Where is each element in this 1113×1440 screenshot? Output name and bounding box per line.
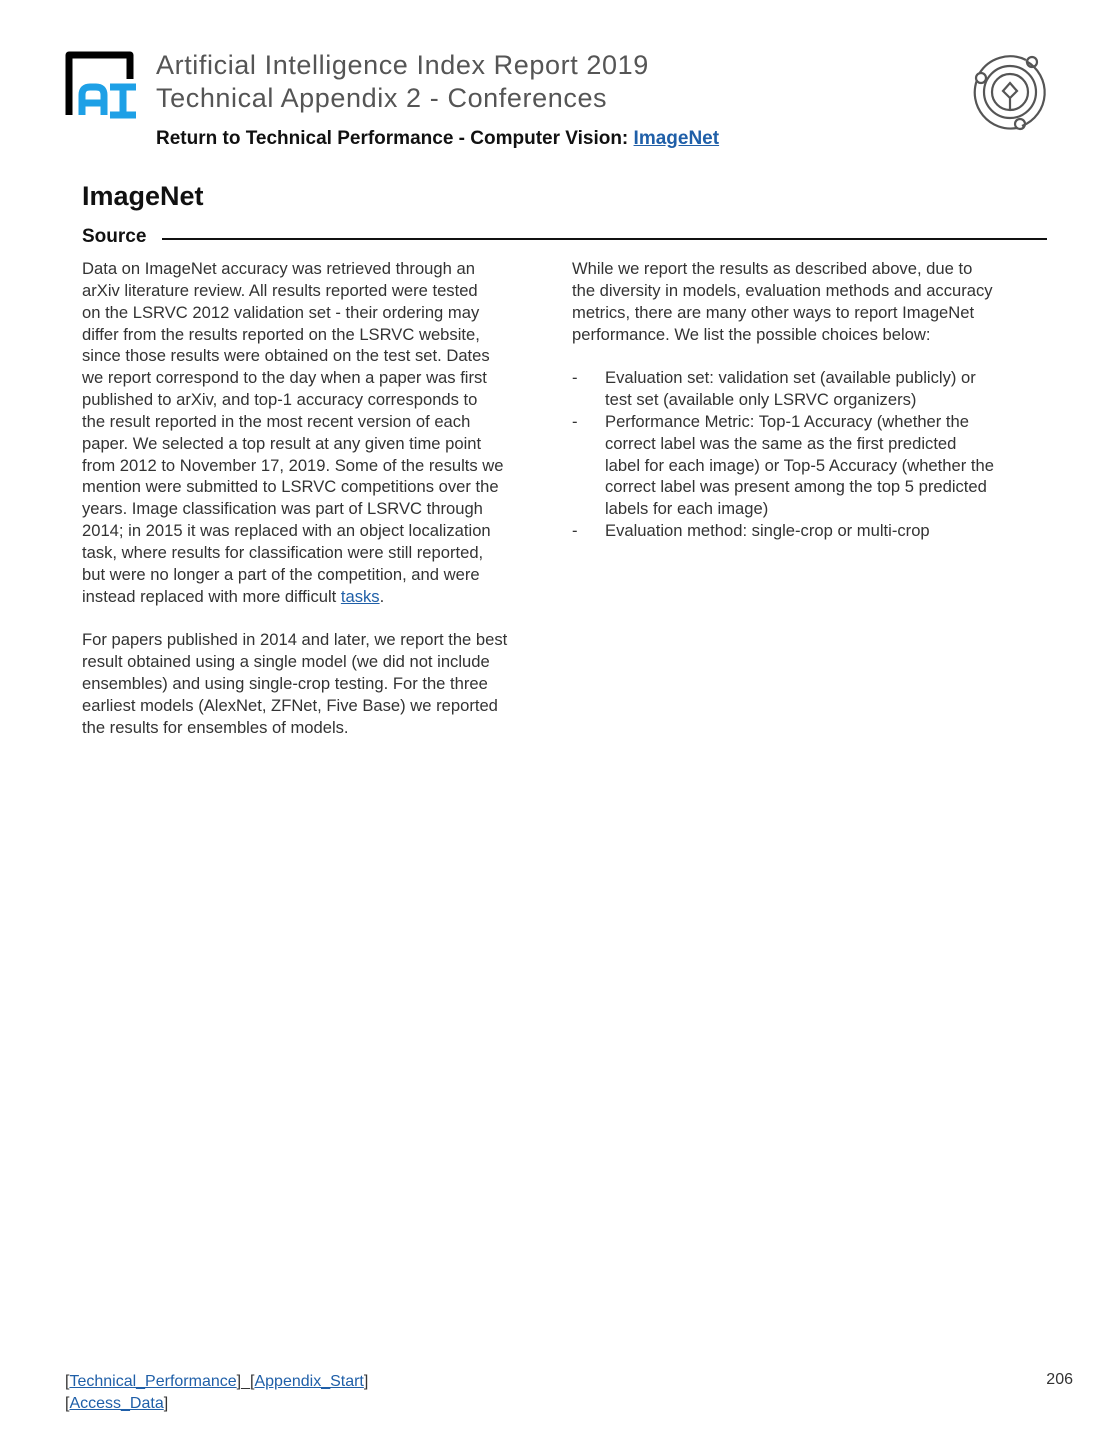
text-line: correct label was the same as the first predicted xyxy=(605,433,957,453)
bullet-dash: - xyxy=(572,368,578,388)
text-line: the results for ensembles of models. xyxy=(82,717,349,737)
appendix-start-link[interactable]: Appendix_Start xyxy=(254,1373,364,1390)
text-line: 2014; in 2015 it was replaced with an object localization xyxy=(82,521,491,541)
paragraph-gap xyxy=(572,345,994,367)
bracket: ] xyxy=(163,1395,169,1412)
text-line: arXiv literature review. All results reported were tested xyxy=(82,280,478,300)
bracket: ] xyxy=(236,1373,242,1390)
bullet-item xyxy=(572,411,994,520)
text-line: task, where results for classification were still reported, xyxy=(82,542,484,562)
text-line: the diversity in models, evaluation methods and accuracy xyxy=(572,280,993,300)
text-line: published to arXiv, and top-1 accuracy corresponds to xyxy=(82,390,478,410)
return-label: Return to Technical Performance - Computer Vision: xyxy=(156,128,634,149)
orbit-icon xyxy=(970,52,1050,132)
text-line: differ from the results reported on the LSRVC website, xyxy=(82,324,480,344)
tasks-link[interactable]: tasks xyxy=(340,586,380,606)
text-line: since those results were obtained on the test set. Dates xyxy=(82,346,490,366)
text-line: Evaluation set: validation set (available publicly) or xyxy=(605,368,976,388)
left-column xyxy=(82,258,507,739)
paragraph-gap xyxy=(82,608,507,630)
period: . xyxy=(379,586,385,606)
bracket: [ xyxy=(65,1373,70,1390)
text-line: While we report the results as described above, due to xyxy=(572,259,973,278)
text-line: from 2012 to November 17, 2019. Some of the results we xyxy=(82,455,504,475)
bracket: [ xyxy=(250,1373,255,1390)
text-line: performance. We list the possible choices below: xyxy=(572,324,931,344)
text-line: Performance Metric: Top-1 Accuracy (whether the xyxy=(605,411,969,431)
separator: _ xyxy=(241,1373,251,1390)
text-line: paper. We selected a top result at any given time point xyxy=(82,433,482,453)
imagenet-link[interactable]: ImageNet xyxy=(633,128,720,149)
footer-links xyxy=(65,1371,368,1415)
text-line-with-link xyxy=(82,586,507,608)
bullet-item xyxy=(572,367,994,411)
technical-performance-link[interactable]: Technical_Performance xyxy=(69,1373,237,1390)
text-line: but were no longer a part of the competition, and were xyxy=(82,564,480,584)
text-line: metrics, there are many other ways to report ImageNet xyxy=(572,302,975,322)
section-title: ImageNet xyxy=(82,181,204,211)
access-data-link[interactable]: Access_Data xyxy=(69,1395,164,1412)
text-line: label for each image) or Top-5 Accuracy (whether the xyxy=(605,455,994,475)
return-link-row xyxy=(156,128,719,150)
text-line: For papers published in 2014 and later, we report the best xyxy=(82,630,508,650)
right-column xyxy=(572,258,994,542)
report-subtitle: Technical Appendix 2 - Conferences xyxy=(156,83,608,113)
text-line: the result reported in the most recent version of each xyxy=(82,411,471,431)
text-line: on the LSRVC 2012 validation set - their ordering may xyxy=(82,302,480,322)
text-line: Evaluation method: single-crop or multi-crop xyxy=(605,521,930,541)
text-line: instead replaced with more difficult xyxy=(82,586,341,606)
text-line: Data on ImageNet accuracy was retrieved through an xyxy=(82,259,475,278)
ai-index-logo xyxy=(64,51,142,119)
bracket: ] xyxy=(363,1373,369,1390)
text-line: years. Image classification was part of LSRVC through xyxy=(82,499,483,519)
bullet-dash: - xyxy=(572,521,578,541)
text-line: mention were submitted to LSRVC competitions over the xyxy=(82,477,499,497)
divider xyxy=(162,238,1047,240)
text-line: we report correspond to the day when a paper was first xyxy=(82,368,487,388)
bullet-item xyxy=(572,520,994,542)
text-line: result obtained using a single model (we did not include xyxy=(82,652,490,672)
text-line: test set (available only LSRVC organizers) xyxy=(605,390,917,410)
page-number: 206 xyxy=(1046,1371,1073,1388)
report-title: Artificial Intelligence Index Report 2019 xyxy=(156,50,649,80)
bullet-dash: - xyxy=(572,411,578,431)
text-line: ensembles) and using single-crop testing. For the three xyxy=(82,674,488,694)
text-line: labels for each image) xyxy=(605,499,769,519)
source-heading: Source xyxy=(82,226,147,247)
bracket: [ xyxy=(65,1395,70,1412)
text-line: correct label was present among the top 5 predicted xyxy=(605,477,987,497)
text-line: earliest models (AlexNet, ZFNet, Five Base) we reported xyxy=(82,695,498,715)
